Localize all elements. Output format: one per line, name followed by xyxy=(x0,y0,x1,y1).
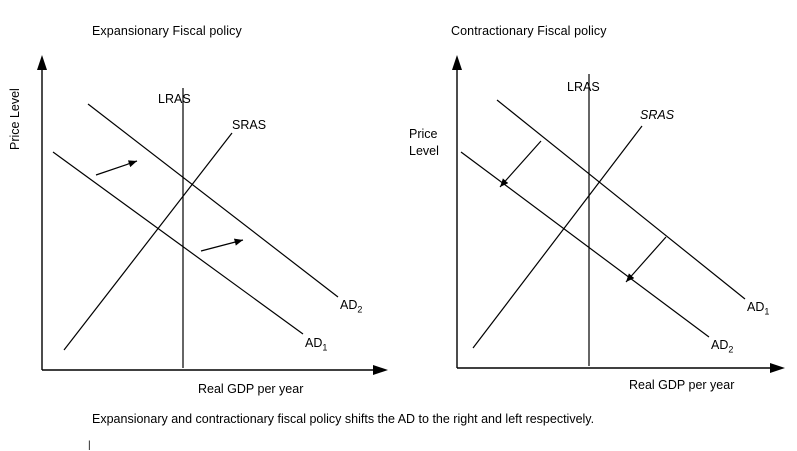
curve-ad1-right xyxy=(497,100,745,299)
text-cursor-mark: | xyxy=(88,440,91,451)
label-ad1-right xyxy=(747,300,769,317)
shift-arrow-lower-left xyxy=(201,240,243,251)
label-ad2-right-sub: 2 xyxy=(728,344,734,355)
shift-arrow-upper-left xyxy=(96,161,137,175)
label-ad1-left xyxy=(305,336,327,353)
label-ad2-left-sub: 2 xyxy=(357,304,363,315)
label-sras-left: SRAS xyxy=(232,118,267,132)
x-axis-left xyxy=(42,365,388,375)
panel-expansionary xyxy=(0,0,398,400)
label-lras-right: LRAS xyxy=(567,80,600,94)
curve-ad2-right xyxy=(461,152,709,337)
expansionary-chart xyxy=(0,0,398,400)
label-ad1-left-sub: 1 xyxy=(322,342,328,353)
y-axis-label-right-line2: Level xyxy=(409,144,439,158)
panel-title-contractionary: Contractionary Fiscal policy xyxy=(451,24,607,38)
label-ad1-right-sub: 1 xyxy=(764,306,770,317)
label-ad1-right-text: AD xyxy=(747,300,765,314)
diagram-caption: Expansionary and contractionary fiscal policy shifts the AD to the right and left respectively. xyxy=(92,412,595,426)
y-axis-label-right-line1: Price xyxy=(409,127,438,141)
label-lras-left: LRAS xyxy=(158,92,191,106)
y-axis-right xyxy=(452,55,462,368)
label-ad2-right-text: AD xyxy=(711,338,729,352)
label-ad2-left xyxy=(340,298,362,315)
label-sras-right: SRAS xyxy=(640,108,675,122)
shift-arrow-lower-right xyxy=(626,237,666,282)
curve-ad1-left xyxy=(53,152,303,334)
label-ad2-right xyxy=(711,338,733,355)
x-axis-label-left: Real GDP per year xyxy=(198,382,304,396)
y-axis-left xyxy=(37,55,47,370)
x-axis-label-right: Real GDP per year xyxy=(629,378,735,392)
label-ad2-left-text: AD xyxy=(340,298,358,312)
y-axis-label-right xyxy=(409,126,439,160)
label-ad1-left-text: AD xyxy=(305,336,323,350)
curve-sras-right xyxy=(473,126,642,348)
panel-title-expansionary: Expansionary Fiscal policy xyxy=(92,24,242,38)
panel-contractionary xyxy=(399,0,797,400)
curve-sras-left xyxy=(64,133,232,350)
contractionary-chart xyxy=(399,0,797,400)
y-axis-label-left: Price Level xyxy=(8,88,22,150)
x-axis-right xyxy=(457,363,785,373)
shift-arrow-upper-right xyxy=(500,141,541,187)
